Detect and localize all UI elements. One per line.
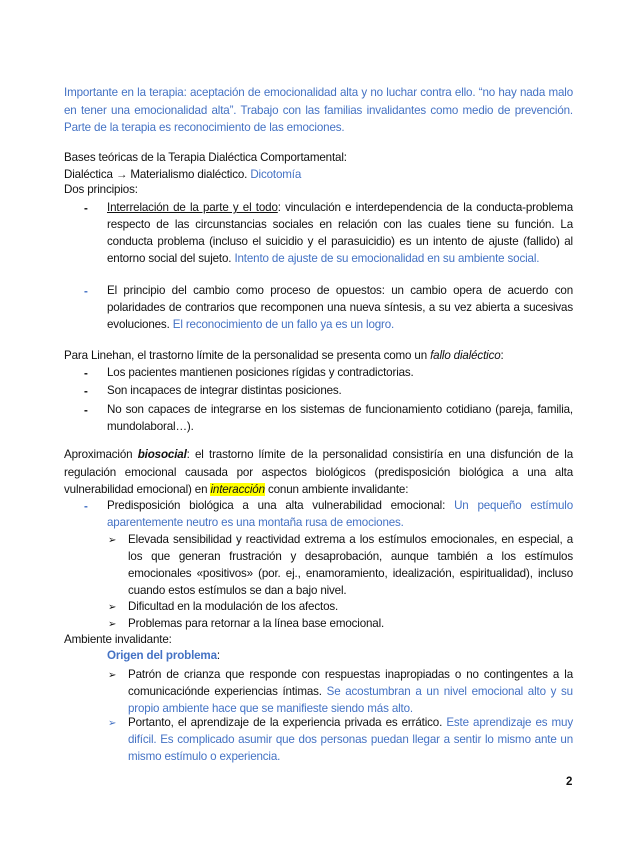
dialectica-prefix: Dialéctica → Materialismo dialéctico.: [64, 168, 248, 181]
linehan-item-2-bullet: -: [84, 385, 88, 398]
linehan-item-1-bullet: -: [84, 367, 88, 380]
predisposicion-item-2: Dificultad en la modulación de los afectos.: [128, 600, 339, 613]
ambiente-item-1-note: Se acostumbran a un nivel emocional alto y su propio ambiente hace que se manifieste siendo más alto.: [128, 685, 573, 715]
bases-title: Bases teóricas de la Terapia Dialéctica Comportamental:: [64, 151, 347, 164]
interaccion-highlight: interacción: [210, 483, 265, 496]
principle-2-note: El reconocimiento de un fallo ya es un logro.: [172, 318, 395, 331]
ambiente-title: Ambiente invalidante:: [64, 633, 172, 646]
biosocial-suffix: conun ambiente invalidante:: [267, 483, 409, 496]
linehan-item-1: Los pacientes mantienen posiciones rígidas y contradictorias.: [107, 366, 414, 379]
linehan-intro: [64, 347, 504, 364]
intro-paragraph: Importante en la terapia: aceptación de emocionalidad alta y no luchar contra ello. “no hay nada malo en tener una emocionalidad alta”. Trabajo con las familias invalidantes como medio de prevención. Parte de la terapia es reconocimiento de las emociones.: [64, 86, 573, 134]
dicotomia-note: Dicotomía: [250, 168, 302, 181]
principle-1-bullet: -: [84, 202, 88, 215]
linehan-prefix: Para Linehan, el trastorno límite de la personalidad se presenta como un: [64, 349, 428, 362]
principle-2-text: [107, 282, 573, 333]
arrow-bullet-icon: ➢: [108, 619, 117, 630]
predisposicion-item-3: Problemas para retornar a la línea base emocional.: [128, 617, 385, 630]
linehan-item-2: Son incapaces de integrar distintas posiciones.: [107, 384, 342, 397]
linehan-item-3-bullet: -: [84, 404, 88, 417]
ambiente-item-2-note: Este aprendizaje es muy difícil. Es complicado asumir que dos personas puedan llegar a sentir lo mismo ante un mismo estímulo o experiencia.: [128, 716, 573, 763]
principle-1-note: Intento de ajuste de su emocionalidad en su ambiente social.: [234, 252, 540, 265]
page-number: 2: [566, 776, 573, 788]
predisposicion-note: Un pequeño estímulo aparentemente neutro es una montaña rusa de emociones.: [107, 499, 574, 529]
linehan-item-3: No son capaces de integrarse en los sistemas de funcionamiento cotidiano (pareja, familia, mundolaboral…).: [107, 403, 573, 433]
biosocial-prefix: Aproximación: [64, 448, 133, 461]
biosocial-italic: biosocial: [137, 448, 187, 461]
biosocial-paragraph: [64, 446, 573, 499]
linehan-italic: fallo dialéctico: [430, 349, 501, 362]
dos-principios-label: Dos principios:: [64, 183, 138, 196]
predisposicion-text: [107, 497, 573, 531]
origen-heading: [107, 647, 220, 664]
principle-2-body: El principio del cambio como proceso de opuestos: un cambio opera de acuerdo con polaridades de contrarios que recomponen una nueva síntesis, a su vez abierta a sucesivas evoluciones.: [107, 284, 573, 331]
origen-suffix: :: [216, 649, 220, 662]
ambiente-item-2: [128, 714, 573, 765]
arrow-bullet-icon: ➢: [108, 535, 117, 546]
ambiente-item-1: [128, 666, 573, 717]
principle-1-underlined: Interrelación de la parte y el todo: [107, 201, 278, 214]
biosocial-body: : el trastorno límite de la personalidad consistiría en una disfunción de la regulación emocional causada por aspectos biológicos (predisposición biológica a una alta vulnerabilidad emocional) en: [64, 448, 573, 496]
predisposicion-bullet: -: [84, 500, 88, 513]
arrow-bullet-icon: ➢: [108, 718, 117, 729]
ambiente-item-2-body: Portanto, el aprendizaje de la experiencia privada es errático.: [128, 716, 443, 729]
arrow-bullet-icon: ➢: [108, 670, 117, 681]
principle-2-bullet: -: [84, 285, 88, 298]
linehan-suffix: :: [500, 349, 504, 362]
arrow-bullet-icon: ➢: [108, 602, 117, 613]
origen-label: Origen del problema: [107, 649, 217, 662]
predisposicion-item-1: Elevada sensibilidad y reactividad extrema a los estímulos emocionales, en especial, a los que generan frustración y desaprobación, aunque también a los estímulos emocionales «positivos» (por. ej., enamoramiento, idealización, espiritualidad), incluso cuando estos estímulos se dan a bajo nivel.: [128, 533, 573, 597]
principle-1-text: [107, 199, 573, 267]
ambiente-item-1-body: Patrón de crianza que responde con respuestas inapropiadas o no contingentes a la comunicaciónde experiencias íntimas.: [128, 668, 573, 698]
principle-1-body: : vinculación e interdependencia de la conducta-problema respecto de las circunstancias sociales en relación con las cuales tiene su función. La conducta problema (incluso el suicidio y el parasuicidio) es un intento de ajuste (fallido) al entorno social del sujeto.: [107, 201, 573, 265]
predisposicion-body: Predisposición biológica a una alta vulnerabilidad emocional:: [107, 499, 446, 512]
